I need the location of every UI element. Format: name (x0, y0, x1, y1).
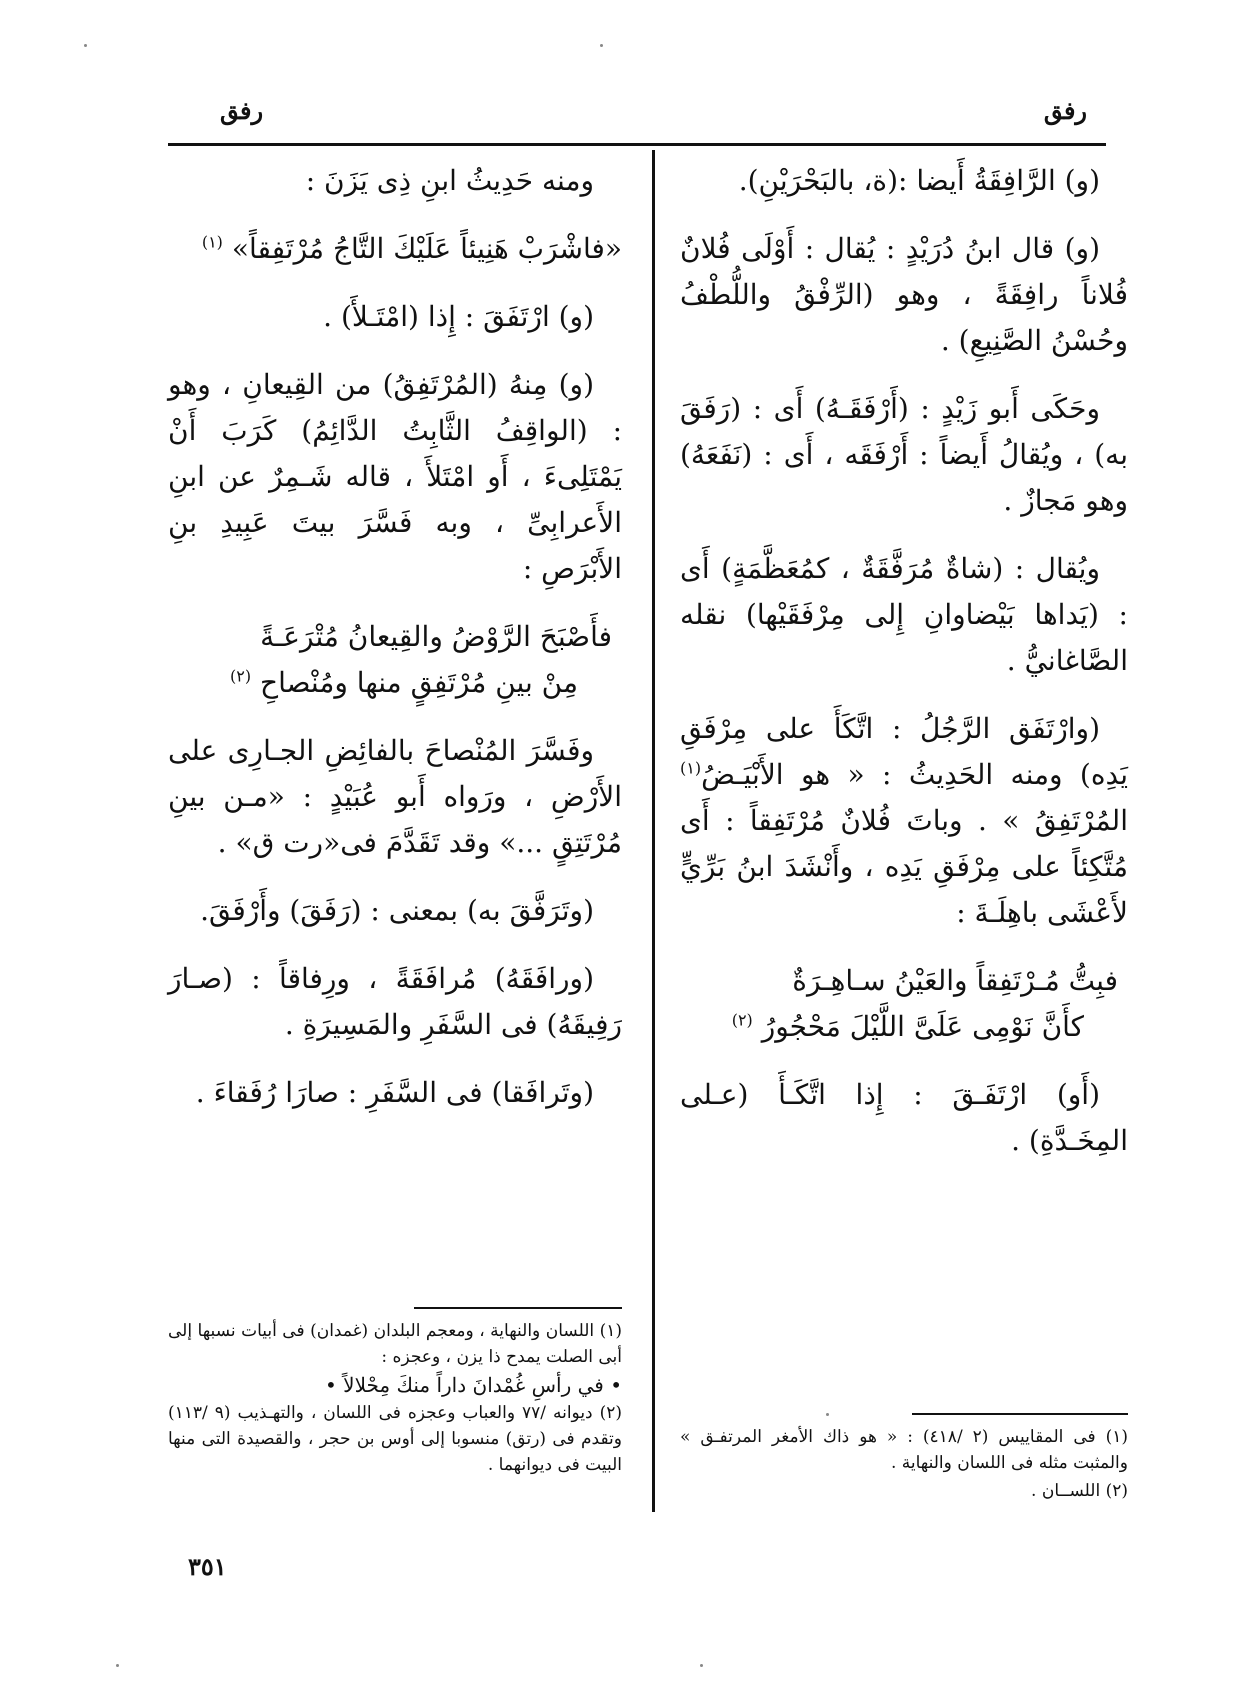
verse-text: كأَنَّ نَوْمِى عَلَىَّ اللَّيْلَ مَحْجُورُ (761, 1010, 1084, 1043)
running-header-right: رفق (1043, 96, 1087, 125)
footnote-marker: (١) (680, 758, 702, 778)
entry-paragraph: ويُقال : (شاةٌ مُرَفَّقَةٌ ، كمُعَظَّمَةٍ) أَى : (يَداها بَيْضاوانِ إِلى مِرْفَقَيْها) نقله الصَّاغانيُّ . (680, 552, 1128, 677)
scan-speck (84, 44, 87, 47)
entry-text: (وارْتَفَق الرَّجُلُ : اتَّكَأَ على مِرْفَقِ يَدِه) ومنه الحَدِيثُ : « هو الأَبْيَـضُ (680, 712, 1128, 791)
footnote-rule (912, 1413, 1128, 1415)
verse-second-hemistich (690, 1004, 1118, 1050)
entry-paragraph: ومنه حَدِيثُ ابنِ ذِى يَزَنَ : (305, 164, 594, 197)
right-column (680, 158, 1128, 1186)
right-footnotes (680, 1424, 1128, 1506)
poetry-verse (168, 614, 622, 706)
scan-speck (600, 44, 603, 47)
verse-first-hemistich: فبِتُّ مُـرْتَفِقاً والعَيْنُ سـاهِـرَةٌ (792, 964, 1118, 997)
footnote-rule (414, 1307, 622, 1309)
scan-speck (116, 1664, 119, 1667)
entry-paragraph (168, 226, 622, 272)
entry-paragraph (680, 706, 1128, 936)
entry-paragraph: (و) الرَّافِقَةُ أَيضا :(ة، بالبَحْرَيْنِ). (738, 164, 1100, 197)
left-footnotes (168, 1318, 622, 1480)
footnote: (٢) اللســان . (1031, 1481, 1128, 1501)
scan-speck (826, 1413, 829, 1416)
page-number: ٣٥١ (188, 1552, 227, 1581)
column-divider (652, 150, 655, 1512)
footnote-marker: (١) (201, 232, 223, 252)
verse-second-hemistich (178, 660, 612, 706)
entry-paragraph: (أَو) ارْتَفَـقَ : إِذا اتَّكَـأَ (عـلى المِخَـدَّةِ) . (680, 1078, 1128, 1157)
entry-paragraph: (و) مِنهُ (المُرْتَفِقُ) من القِيعانِ ، وهو : (الواقِفُ الثَّابِتُ الدَّائِمُ) كَرَبَ أَنْ يَمْتَلِىءَ ، أَو امْتَلأَ ، قاله شَـمِرٌ عن ابنِ الأَعرابِىِّ ، وبه فَسَّرَ بيتَ عَبِيدِ بنِ الأَبْرَصِ : (168, 368, 622, 585)
footnote-verse: • في رأسِ غُمْدانَ داراً منكَ مِحْلالاً • (325, 1373, 622, 1397)
entry-paragraph: (ورافَقَهُ) مُرافَقَةً ، ورِفاقاً : (صـارَ رَفِيقَهُ) فى السَّفَرِ والمَسِيرَةِ . (168, 962, 622, 1041)
entry-paragraph: وحَكَى أَبو زَيْدٍ : (أَرْفَقَـهُ) أَى : (رَفَقَ به) ، ويُقالُ أَيضاً : أَرْفَقَه ، أَى : (نَفَعَهُ) وهو مَجازٌ . (680, 392, 1128, 517)
footnote-marker: (٢) (731, 1010, 753, 1030)
verse-text: مِنْ بينِ مُرْتَفِقٍ منها ومُنْصاحِ (260, 666, 578, 699)
verse-first-hemistich: فأَصْبَحَ الرَّوْضُ والقِيعانُ مُتْرَعَـةً (260, 620, 612, 653)
running-header-left: رفق (220, 96, 264, 125)
quoted-verse: «فاشْرَبْ هَنِيئاً عَلَيْكَ التَّاجُ مُرْتَفِقاً» (231, 232, 622, 265)
entry-paragraph: (وتَرَفَّقَ به) بمعنى : (رَفَقَ) وأَرْفَقَ. (200, 894, 594, 927)
footnote: (١) فى المقاييس (٢ /٤١٨) : « هو ذاك الأمغر المرتفـق » والمثبت مثله فى اللسان والنهاية . (680, 1427, 1129, 1473)
header-rule (168, 143, 1106, 146)
entry-paragraph: (و) ارْتَفَقَ : إِذا (امْتَـلأَ) . (323, 300, 594, 333)
entry-paragraph: وفَسَّرَ المُنْصاحَ بالفائِضِ الجـارِى على الأَرْضِ ، ورَواه أَبو عُبَيْدٍ : «مـن بينِ مُرْتَتِقٍ ...» وقد تَقَدَّمَ فى«رت ق» . (168, 734, 622, 859)
poetry-verse (680, 958, 1128, 1050)
entry-paragraph: (و) قال ابنُ دُرَيْدٍ : يُقال : أَوْلَى فُلانٌ فُلاناً رافِقَةً ، وهو (الرِّفْقُ واللُّطْفُ وحُسْنُ الصَّنِيعِ) . (680, 232, 1128, 357)
entry-paragraph: (وتَرافَقا) فى السَّفَرِ : صارَا رُفَقاءَ . (195, 1076, 594, 1109)
left-column (168, 158, 622, 1138)
footnote-marker: (٢) (230, 666, 252, 686)
entry-text: المُرْتَفِقُ » . وباتَ فُلانٌ مُرْتَفِقاً : أَى مُتَّكِئاً على مِرْفَقِ يَدِه ، وأَنْشَدَ ابنُ بَرِّيٍّ لأَعْشَى باهِلَـةَ : (680, 804, 1128, 929)
scan-speck (700, 1664, 703, 1667)
footnote: (٢) ديوانه /٧٧ والعباب وعجزه فى اللسان ، والتهـذيب (٩ /١١٣) وتقدم فى (رتق) منسوبا إلى أوس بن حجر ، والقصيدة التى منها البيت فى ديوانهما . (168, 1403, 622, 1475)
footnote: (١) اللسان والنهاية ، ومعجم البلدان (غمدان) فى أبيات نسبها إلى أبى الصلت يمدح ذا يزن ، وعجزه : (168, 1321, 622, 1367)
